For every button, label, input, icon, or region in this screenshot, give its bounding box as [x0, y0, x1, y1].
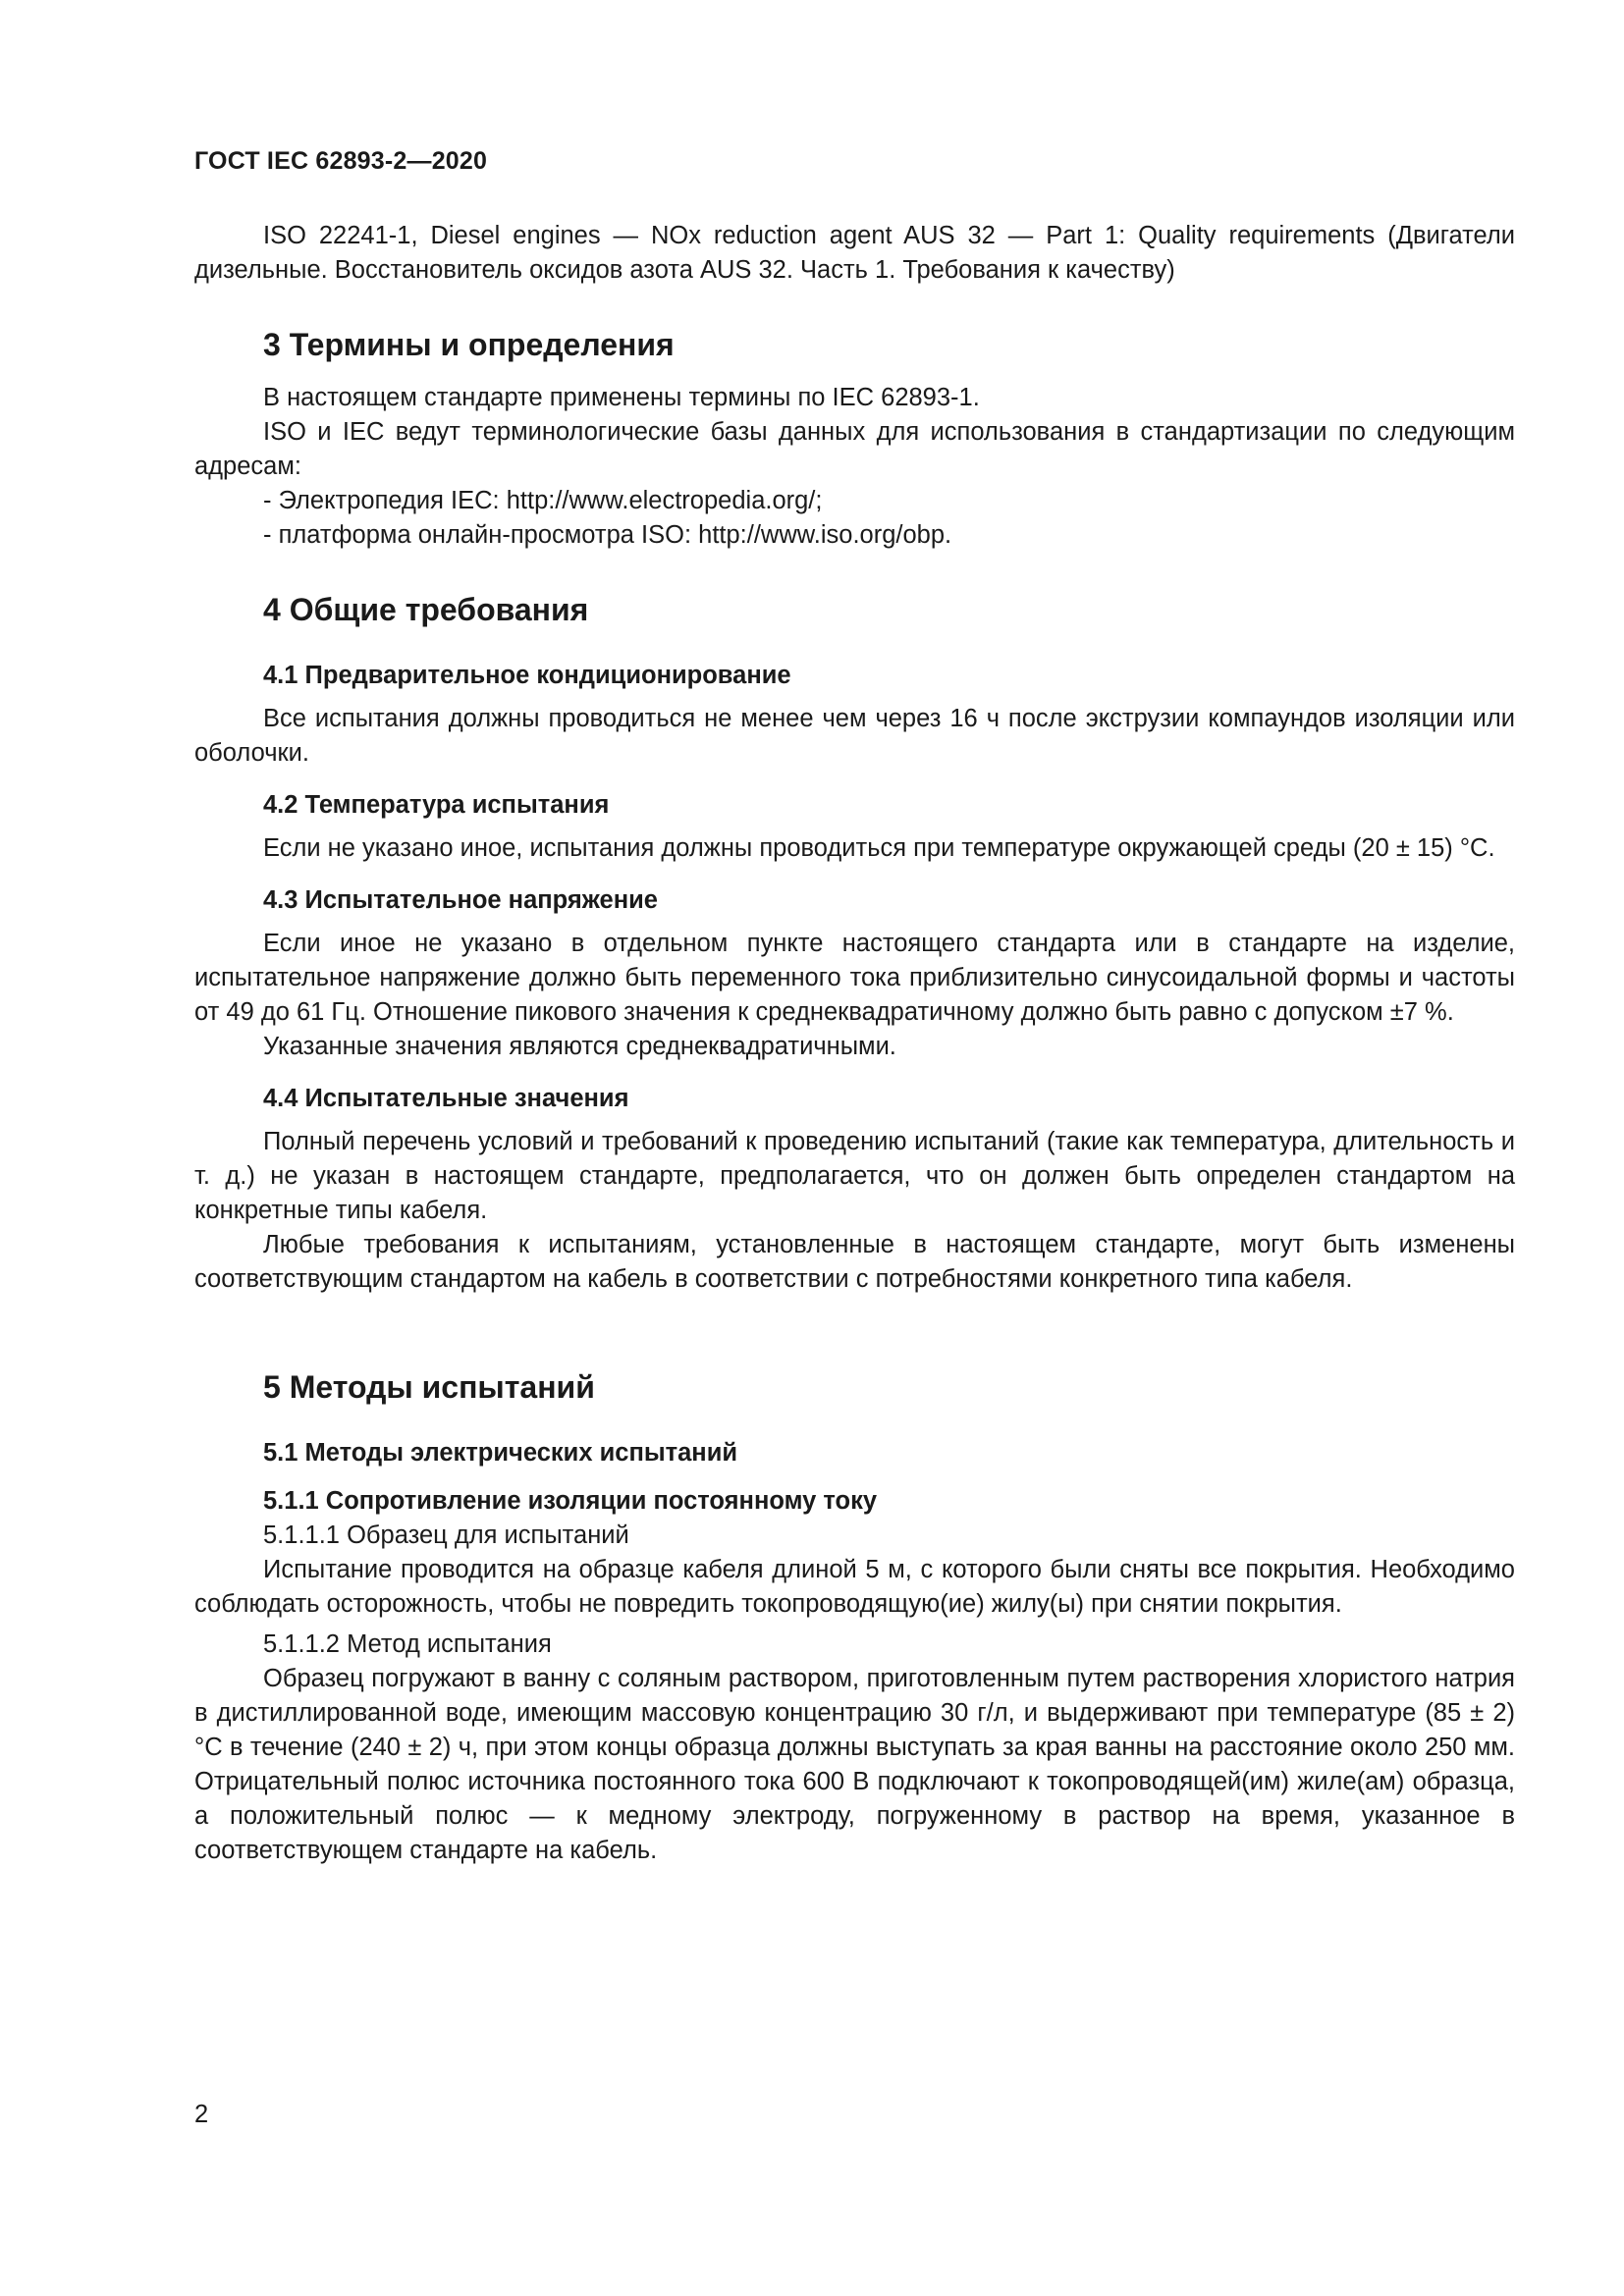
section-4-3-paragraph-2: Указанные значения являются среднеквадратичными. — [263, 1033, 896, 1060]
list-item-iso-obp: - платформа онлайн-просмотра ISO: http://www.iso.org/obp. — [263, 521, 952, 549]
section-4-3-paragraph-1: Если иное не указано в отдельном пункте настоящего стандарта или в стандарте на изделие, испытательное напряжение должно быть переменного тока приблизительно синусоидальной формы и частоты от 49 до 61 Гц. Отношение пикового значения к среднеквадратичному должно быть равно с допуском ±7 %. — [194, 930, 1515, 1026]
section-4-4-paragraph-2: Любые требования к испытаниям, установленные в настоящем стандарте, могут быть изменены соответствующим стандартом на кабель в соответствии с потребностями конкретного типа кабеля. — [194, 1231, 1515, 1293]
page-number: 2 — [194, 2101, 209, 2128]
intro-paragraph: ISO 22241-1, Diesel engines — NOx reduction agent AUS 32 — Part 1: Quality requirements (Двигатели дизельные. Восстановитель оксидов азота AUS 32. Часть 1. Требования к качеству) — [194, 222, 1515, 284]
section-5-1-1-2-paragraph: Образец погружают в ванну с соляным раствором, приготовленным путем растворения хлористого натрия в дистиллированной воде, имеющим массовую концентрацию 30 г/л, и выдерживают при температуре (85 ± 2) °С в течение (240 ± 2) ч, при этом концы образца должны выступать за края ванны на расстояние около 250 мм. Отрицательный полюс источника постоянного тока 600 В подключают к токопроводящей(им) жиле(ам) образца, а положительный полюс — к медному электроду, погруженному в раствор на время, указанное в соответствующем стандарте на кабель. — [194, 1665, 1515, 1864]
list-item-electropedia: - Электропедия IEC: http://www.electropedia.org/; — [263, 487, 823, 514]
section-5-1-1-title: 5.1.1 Сопротивление изоляции постоянному току — [263, 1487, 878, 1515]
section-4-1-paragraph: Все испытания должны проводиться не менее чем через 16 ч после экструзии компаундов изоляции или оболочки. — [194, 705, 1515, 767]
section-3-p2: ISO и IEC ведут терминологические базы данных для использования в стандартизации по следующим адресам: — [194, 418, 1515, 480]
section-4-2-paragraph: Если не указано иное, испытания должны проводиться при температуре окружающей среды (20 ± 15) °С. — [263, 834, 1495, 862]
section-4-title: 4 Общие требования — [263, 592, 589, 627]
section-3-title: 3 Термины и определения — [263, 327, 675, 362]
document-header: ГОСТ IEC 62893-2—2020 — [194, 147, 488, 175]
section-5-title: 5 Методы испытаний — [263, 1369, 595, 1405]
section-5-1-1-1-paragraph: Испытание проводится на образце кабеля длиной 5 м, с которого были сняты все покрытия. Необходимо соблюдать осторожность, чтобы не повредить токопроводящую(ие) жилу(ы) при снятии покрытия. — [194, 1556, 1515, 1618]
section-4-3-title: 4.3 Испытательное напряжение — [263, 886, 658, 914]
section-3-p1: В настоящем стандарте применены термины по IEC 62893-1. — [263, 384, 980, 411]
section-4-4-title: 4.4 Испытательные значения — [263, 1085, 629, 1112]
section-4-1-title: 4.1 Предварительное кондиционирование — [263, 662, 791, 689]
section-4-2-title: 4.2 Температура испытания — [263, 791, 610, 819]
document-page — [194, 147, 1515, 1868]
section-5-1-1-1-title: 5.1.1.1 Образец для испытаний — [263, 1522, 629, 1549]
section-5-1-title: 5.1 Методы электрических испытаний — [263, 1439, 738, 1467]
section-4-4-paragraph-1: Полный перечень условий и требований к проведению испытаний (такие как температура, длительность и т. д.) не указан в настоящем стандарте, предполагается, что он должен быть определен стандартом на конкретные типы кабеля. — [194, 1128, 1515, 1224]
section-5-1-1-2-title: 5.1.1.2 Метод испытания — [263, 1630, 552, 1658]
